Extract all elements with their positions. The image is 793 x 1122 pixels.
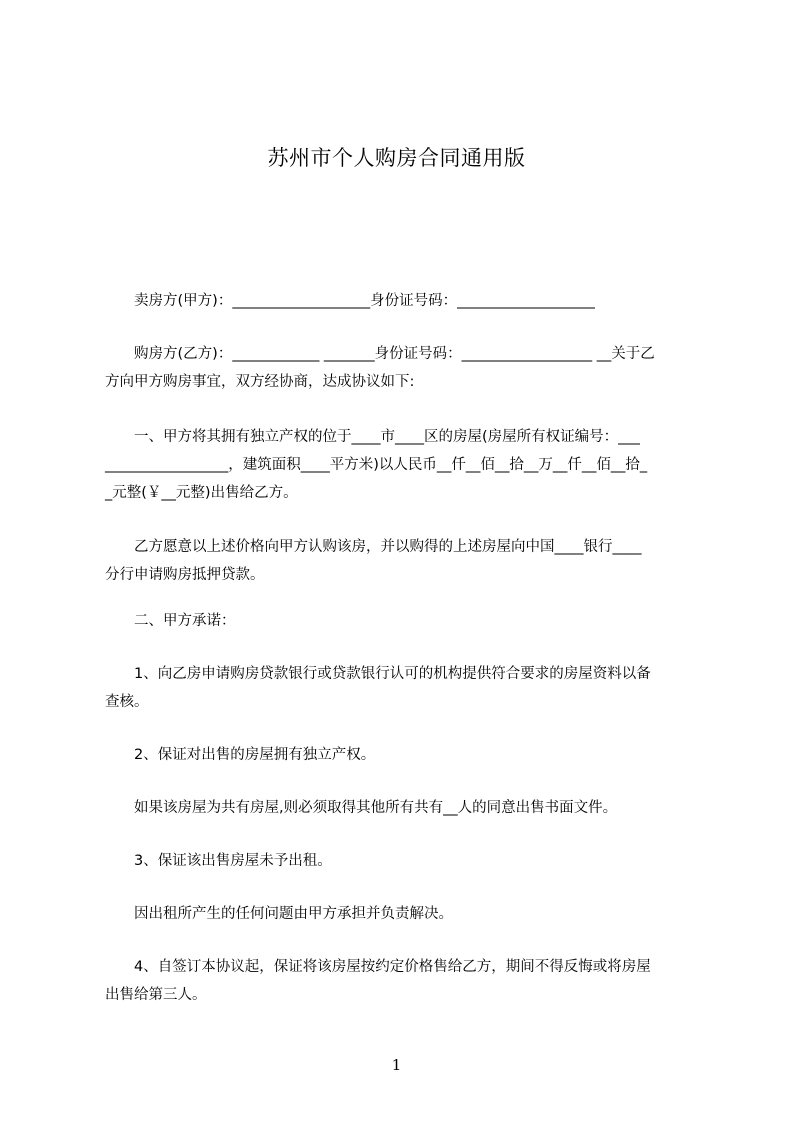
loan-paragraph-line-2: 分行申请购房抵押贷款。 xyxy=(105,567,265,583)
document-title: 苏州市个人购房合同通用版 xyxy=(267,146,526,170)
promise-2: 2、保证对出售的房屋拥有独立产权。 xyxy=(105,747,376,763)
page-number: 1 xyxy=(391,1056,402,1074)
promise-4-line-1: 4、自签订本协议起，保证将该房屋按约定价格售给乙方，期间不得反悔或将房屋 xyxy=(105,959,651,975)
promise-1-line-1: 1、向乙房申请购房贷款银行或贷款银行认可的机构提供符合要求的房屋资料以备 xyxy=(105,666,651,682)
clause-2-heading: 二、甲方承诺： xyxy=(105,613,236,629)
clause-1-line-2: _________________，建筑面积____平方米)以人民币__仟__佰__拾__万__仟__佰__拾_ xyxy=(105,457,648,473)
promise-3: 3、保证该出售房屋未予出租。 xyxy=(105,853,332,869)
shared-property-note: 如果该房屋为共有房屋,则必须取得其他所有共有__人的同意出售书面文件。 xyxy=(105,800,618,816)
promise-1-line-2: 查核。 xyxy=(105,694,149,710)
buyer-line-cont: 方向甲方购房事宜，双方经协商，达成协议如下: xyxy=(105,374,415,390)
rental-issues-note: 因出租所产生的任何问题由甲方承担并负责解决。 xyxy=(105,906,453,922)
clause-1-line-1: 一、甲方将其拥有独立产权的位于____市____区的房屋(房屋所有权证编号：___ xyxy=(105,429,640,445)
promise-4-line-2: 出售给第三人。 xyxy=(105,987,207,1003)
loan-paragraph-line-1: 乙方愿意以上述价格向甲方认购该房，并以购得的上述房屋向中国____银行____ xyxy=(105,539,642,555)
buyer-line: 购房方(乙方)：____________ _______身份证号码：__________________ __关于乙 xyxy=(105,346,655,362)
seller-line: 卖房方(甲方)：___________________身份证号码：___________________ xyxy=(105,293,595,309)
clause-1-line-3: _元整(￥__元整)出售给乙方。 xyxy=(105,485,298,501)
